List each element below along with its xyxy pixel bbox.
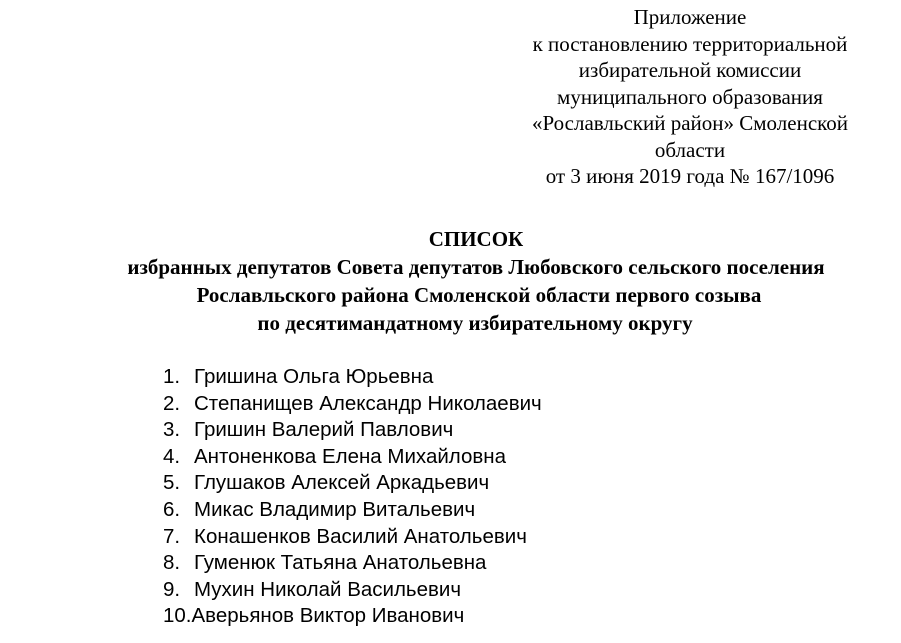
- deputy-name: Гришин Валерий Павлович: [194, 418, 454, 442]
- list-item: [163, 550, 542, 577]
- appendix-line: избирательной комиссии: [578, 58, 802, 82]
- list-item: [163, 444, 542, 471]
- appendix-line: от 3 июня 2019 года № 167/1096: [545, 164, 835, 188]
- deputy-name: Гуменюк Татьяна Анатольевна: [194, 551, 487, 575]
- deputy-name: Аверьянов Виктор Иванович: [191, 604, 465, 628]
- title-line: по десятимандатному избирательному округу: [257, 311, 693, 335]
- list-item: [163, 497, 542, 524]
- list-item: [163, 470, 542, 497]
- appendix-line: муниципального образования: [557, 84, 823, 109]
- deputy-name: Мухин Николай Васильевич: [194, 577, 462, 601]
- list-number: 8.: [163, 551, 181, 575]
- deputy-name: Конашенков Василий Анатольевич: [194, 524, 527, 548]
- list-item: [163, 603, 542, 630]
- appendix-line: «Рославльский район» Смоленской: [531, 111, 849, 135]
- title-line: избранных депутатов Совета депутатов Любовского сельского поселения: [127, 255, 825, 279]
- list-number: 10.: [163, 604, 192, 628]
- appendix-line: Приложение: [633, 5, 747, 29]
- list-number: 9.: [163, 577, 181, 601]
- list-number: 3.: [163, 418, 181, 442]
- list-item: [163, 417, 542, 444]
- list-number: 6.: [163, 497, 181, 521]
- deputy-name: Гришина Ольга Юрьевна: [194, 365, 434, 388]
- appendix-header: [480, 4, 900, 190]
- list-number: 2.: [163, 391, 181, 415]
- deputy-name: Степанищев Александр Николаевич: [194, 391, 542, 415]
- deputy-name: Антоненкова Елена Михайловна: [194, 444, 507, 468]
- deputies-list: [163, 364, 542, 630]
- appendix-line: к постановлению территориальной: [532, 31, 848, 56]
- title-line: Рославльского района Смоленской области первого созыва: [196, 283, 762, 307]
- list-number: 5.: [163, 471, 181, 495]
- list-item: [163, 391, 542, 418]
- list-number: 1.: [163, 365, 181, 388]
- title-heading: СПИСОК: [428, 227, 524, 251]
- list-number: 7.: [163, 524, 181, 548]
- deputy-name: Глушаков Алексей Аркадьевич: [194, 471, 490, 495]
- list-item: [163, 364, 542, 391]
- list-number: 4.: [163, 444, 181, 468]
- list-item: [163, 577, 542, 604]
- list-item: [163, 524, 542, 551]
- deputy-name: Микас Владимир Витальевич: [194, 497, 476, 521]
- appendix-line: области: [654, 137, 726, 162]
